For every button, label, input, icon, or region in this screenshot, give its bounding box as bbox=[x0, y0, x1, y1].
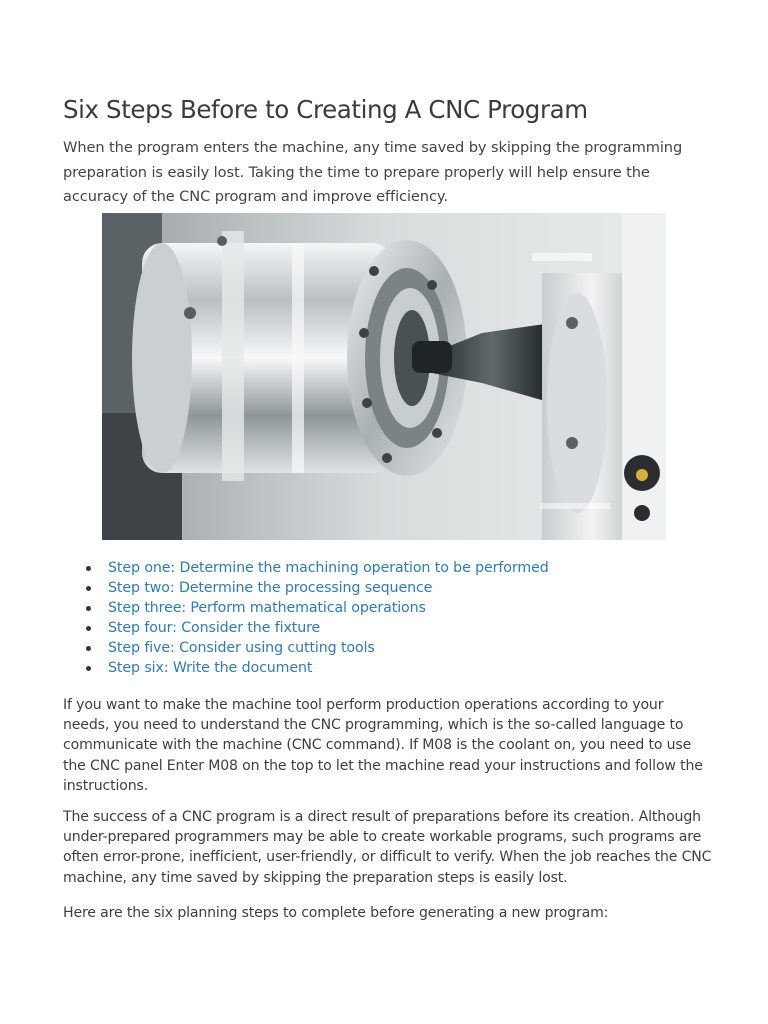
step-five-link[interactable]: Step five: Consider using cutting tools bbox=[108, 640, 375, 656]
body-paragraph: The success of a CNC program is a direct result of preparations before its creation. Although under-prepared programmers may be able to create workable programs, such programs are often error-prone, inefficient, user-friendly, or difficult to verify. When the job reaches the CNC machine, any time saved by skipping the preparation steps is easily lost. bbox=[63, 809, 712, 886]
bullet-icon bbox=[86, 606, 91, 611]
article-header bbox=[63, 92, 713, 210]
steps-list bbox=[80, 558, 549, 678]
list-item bbox=[80, 658, 549, 678]
page-title: Six Steps Before to Creating A CNC Program bbox=[63, 95, 588, 124]
list-item bbox=[80, 558, 549, 578]
cnc-machine-photo bbox=[102, 213, 666, 540]
body-paragraph: If you want to make the machine tool perform production operations according to your needs, you need to understand the CNC programming, which is the so-called language to communicate with the machine (CNC command). If M08 is the coolant on, you need to use the CNC panel Enter M08 on the top to let the machine read your instructions and follow the instructions. bbox=[63, 697, 703, 794]
step-two-link[interactable]: Step two: Determine the processing sequence bbox=[108, 580, 433, 596]
bullet-icon bbox=[86, 626, 91, 631]
bullet-icon bbox=[86, 646, 91, 651]
bullet-icon bbox=[86, 666, 91, 671]
body-paragraph: Here are the six planning steps to complete before generating a new program: bbox=[63, 905, 609, 921]
bullet-icon bbox=[86, 586, 91, 591]
step-three-link[interactable]: Step three: Perform mathematical operations bbox=[108, 600, 426, 616]
bullet-icon bbox=[86, 566, 91, 571]
list-item bbox=[80, 578, 549, 598]
list-item bbox=[80, 638, 549, 658]
list-item bbox=[80, 598, 549, 618]
step-four-link[interactable]: Step four: Consider the fixture bbox=[108, 620, 321, 636]
step-six-link[interactable]: Step six: Write the document bbox=[108, 660, 313, 676]
intro-paragraph: When the program enters the machine, any time saved by skipping the programming preparation is easily lost. Taking the time to prepare properly will help ensure the accuracy of the CNC program and improve efficiency. bbox=[63, 139, 683, 205]
step-one-link[interactable]: Step one: Determine the machining operation to be performed bbox=[108, 560, 549, 576]
list-item bbox=[80, 618, 549, 638]
